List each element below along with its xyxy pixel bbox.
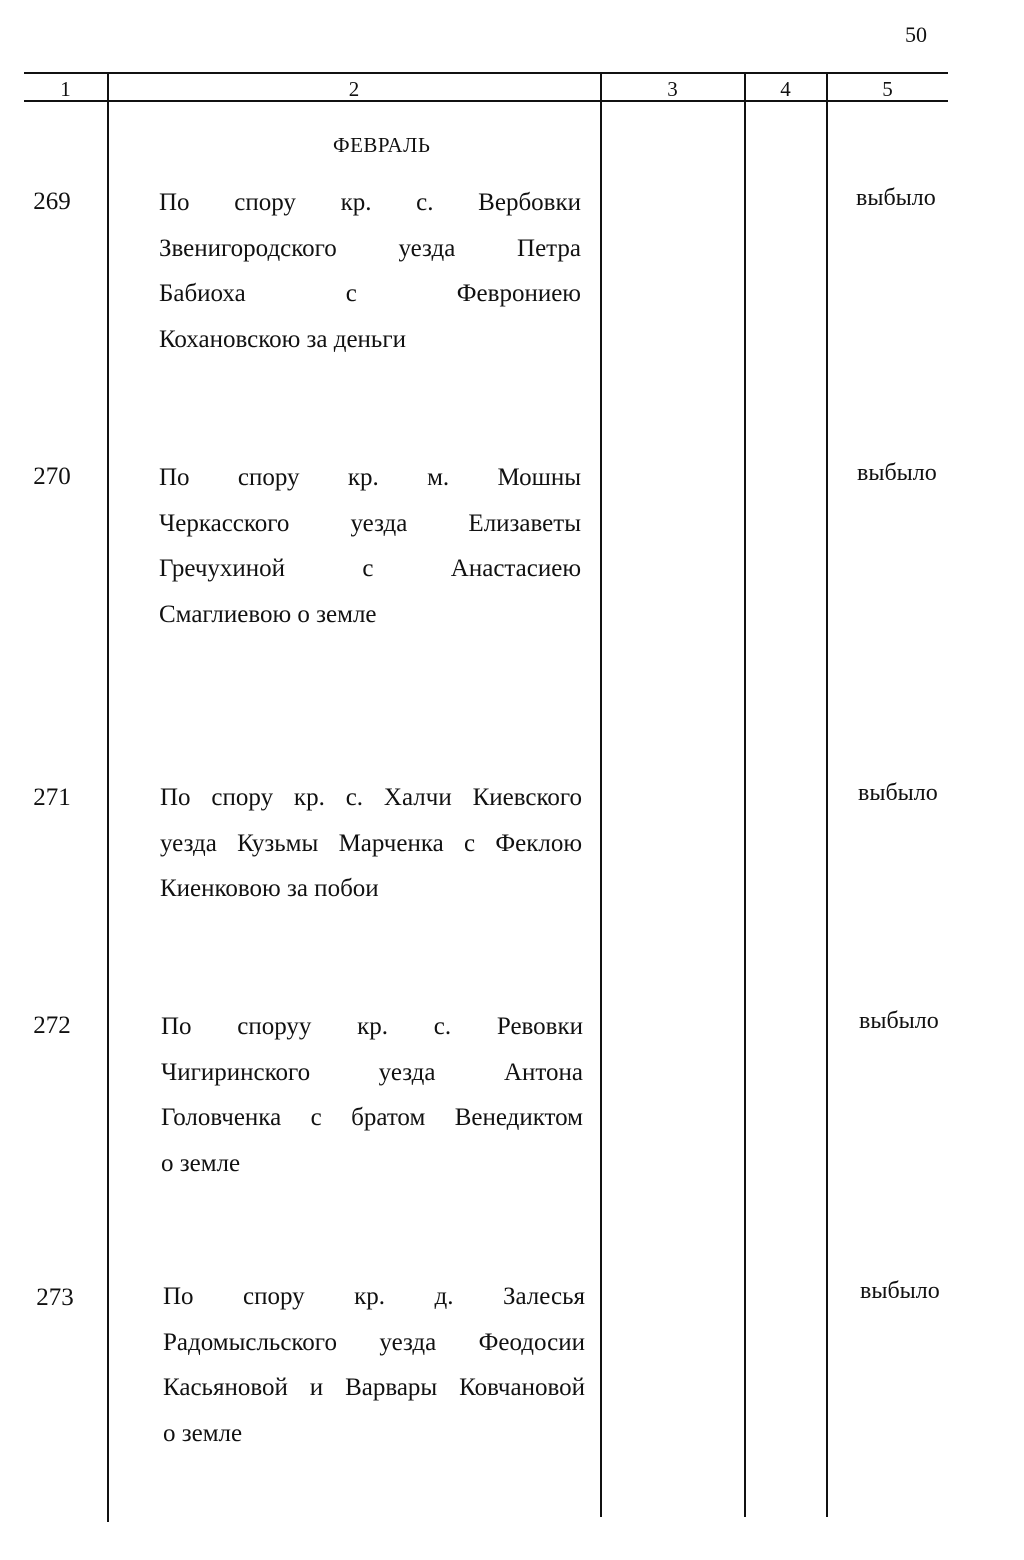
description-line: Касьяновой и Варвары Ковчановой (163, 1374, 585, 1401)
row-number: 270 (33, 463, 71, 490)
row-status: выбыло (859, 1008, 939, 1034)
description-line: Звенигородского уезда Петра (159, 234, 581, 262)
description-line: По споруу кр. с. Ревовки (161, 1013, 583, 1040)
column-header-1: 1 (60, 77, 71, 101)
column-divider-4-5 (826, 72, 828, 1517)
description-line: Черкасского уезда Елизаветы (159, 509, 581, 537)
description-line: Чигиринского уезда Антона (161, 1058, 583, 1086)
row-number: 271 (33, 784, 71, 811)
row-number: 273 (36, 1284, 74, 1311)
page-number: 50 (905, 22, 927, 47)
column-header-3: 3 (667, 77, 678, 101)
row-status: выбыло (858, 780, 938, 806)
row-description (161, 1004, 583, 1186)
column-header-5: 5 (882, 77, 893, 101)
row-number: 269 (33, 188, 71, 215)
row-description (159, 455, 581, 637)
column-divider-2-3 (600, 72, 602, 1517)
description-line: Кохановскою за деньги (159, 325, 406, 353)
section-heading-month: ФЕВРАЛЬ (333, 133, 431, 157)
description-line: о земле (161, 1149, 241, 1177)
description-line: Бабиоха с Феврониею (159, 280, 581, 307)
description-line: По спору кр. д. Залесья (163, 1283, 585, 1310)
row-description (160, 775, 582, 912)
description-line: По спору кр. с. Вербовки (159, 189, 581, 216)
description-line: Киенковою за побои (160, 875, 379, 902)
description-line: уезда Кузьмы Марченка с Феклою (160, 829, 582, 857)
column-header-4: 4 (780, 77, 791, 101)
row-description (159, 180, 581, 362)
column-divider-1-2 (107, 72, 109, 1522)
description-line: Гречухиной с Анастасиею (159, 555, 581, 582)
column-header-2: 2 (348, 77, 360, 101)
description-line: Радомысльского уезда Феодосии (163, 1328, 585, 1356)
row-status: выбыло (856, 185, 936, 211)
description-line: По спору кр. м. Мошны (159, 464, 581, 491)
row-status: выбыло (860, 1278, 940, 1304)
description-line: о земле (163, 1419, 243, 1447)
description-line: Головченка с братом Венедиктом (161, 1104, 583, 1131)
column-divider-3-4 (744, 72, 746, 1517)
row-description (163, 1274, 585, 1456)
row-status: выбыло (857, 460, 937, 486)
row-number: 272 (33, 1012, 71, 1039)
table-top-rule (24, 72, 948, 74)
description-line: По спору кр. с. Халчи Киевского (160, 784, 582, 811)
description-line: Смаглиевою о земле (159, 600, 377, 628)
